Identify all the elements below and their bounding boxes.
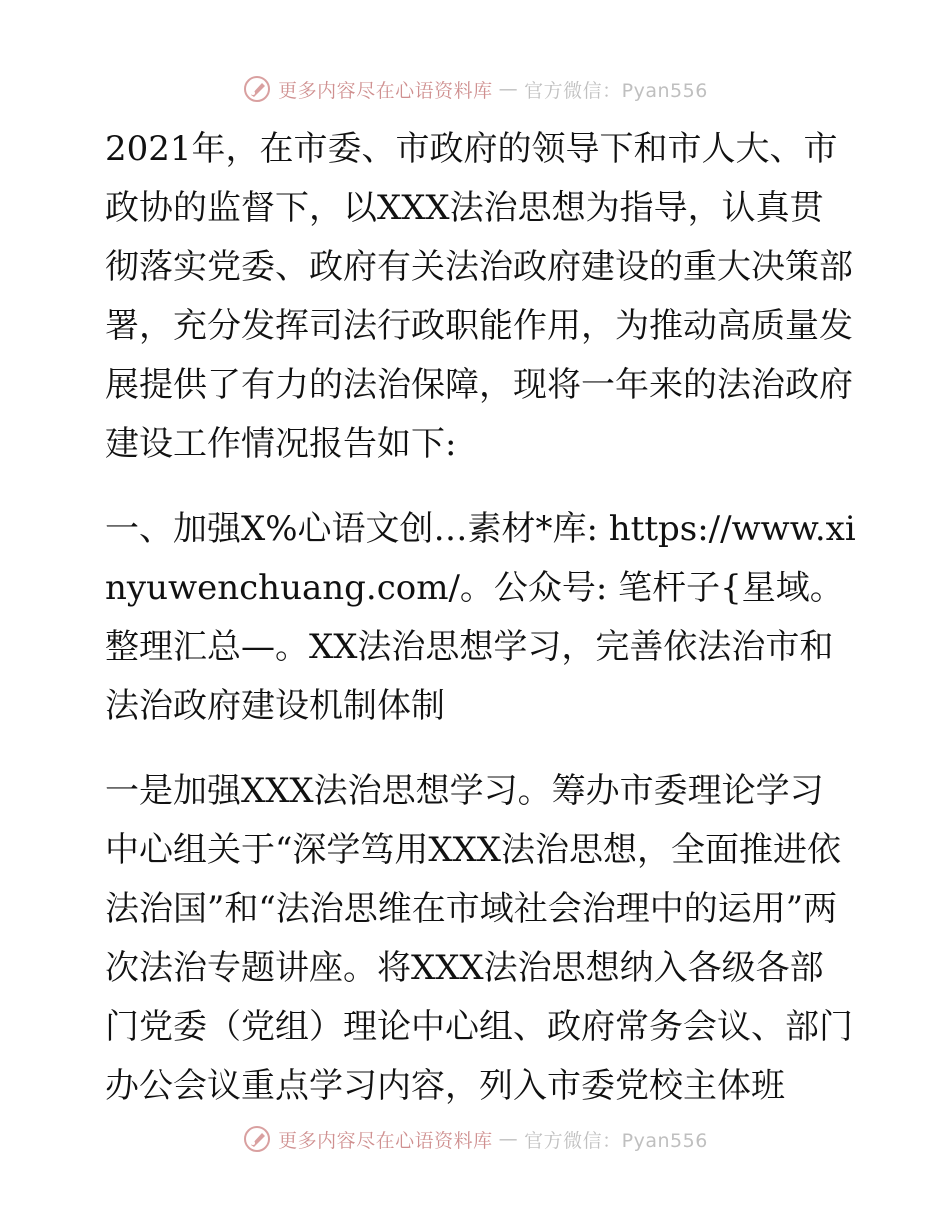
pen-logo-icon bbox=[242, 74, 272, 104]
watermark-contact-text: 官方微信：Pyan556 bbox=[524, 79, 708, 102]
paragraph-study: 一是加强XXX法治思想学习。筹办市委理论学习中心组关于“深学笃用XXX法治思想，全面推进依法治国”和“法治思维在市域社会治理中的运用”两次法治专题讲座。将XXX法治思想纳入各级各部门党委（党组）理论中心组、政府常务会议、部门办公会议重点学习内容，列入市委党校主体班 bbox=[105, 771, 853, 1106]
watermark-main-text: 更多内容尽在心语资料库 bbox=[278, 79, 493, 102]
watermark-separator: — bbox=[498, 1128, 519, 1150]
paragraph-section-heading: 一、加强X%心语文创…素材*库: https://www.xinyuwenchuang.com/。公众号: 笔杆子{星域。整理汇总—。XX法治思想学习，完善依法治市和法治政府建设机制体制 bbox=[105, 509, 856, 726]
header-watermark bbox=[0, 74, 950, 104]
pen-logo-icon bbox=[242, 1124, 272, 1154]
document-body bbox=[97, 120, 857, 1142]
footer-watermark bbox=[0, 1124, 950, 1154]
paragraph-intro: 2021年，在市委、市政府的领导下和市人大、市政协的监督下，以XXX法治思想为指导，认真贯彻落实党委、政府有关法治政府建设的重大决策部署，充分发挥司法行政职能作用，为推动高质量发展提供了有力的法治保障，现将一年来的法治政府建设工作情况报告如下: bbox=[105, 129, 853, 464]
watermark-main-text: 更多内容尽在心语资料库 bbox=[278, 1129, 493, 1152]
watermark-separator: — bbox=[498, 78, 519, 100]
watermark-contact-text: 官方微信：Pyan556 bbox=[524, 1129, 708, 1152]
